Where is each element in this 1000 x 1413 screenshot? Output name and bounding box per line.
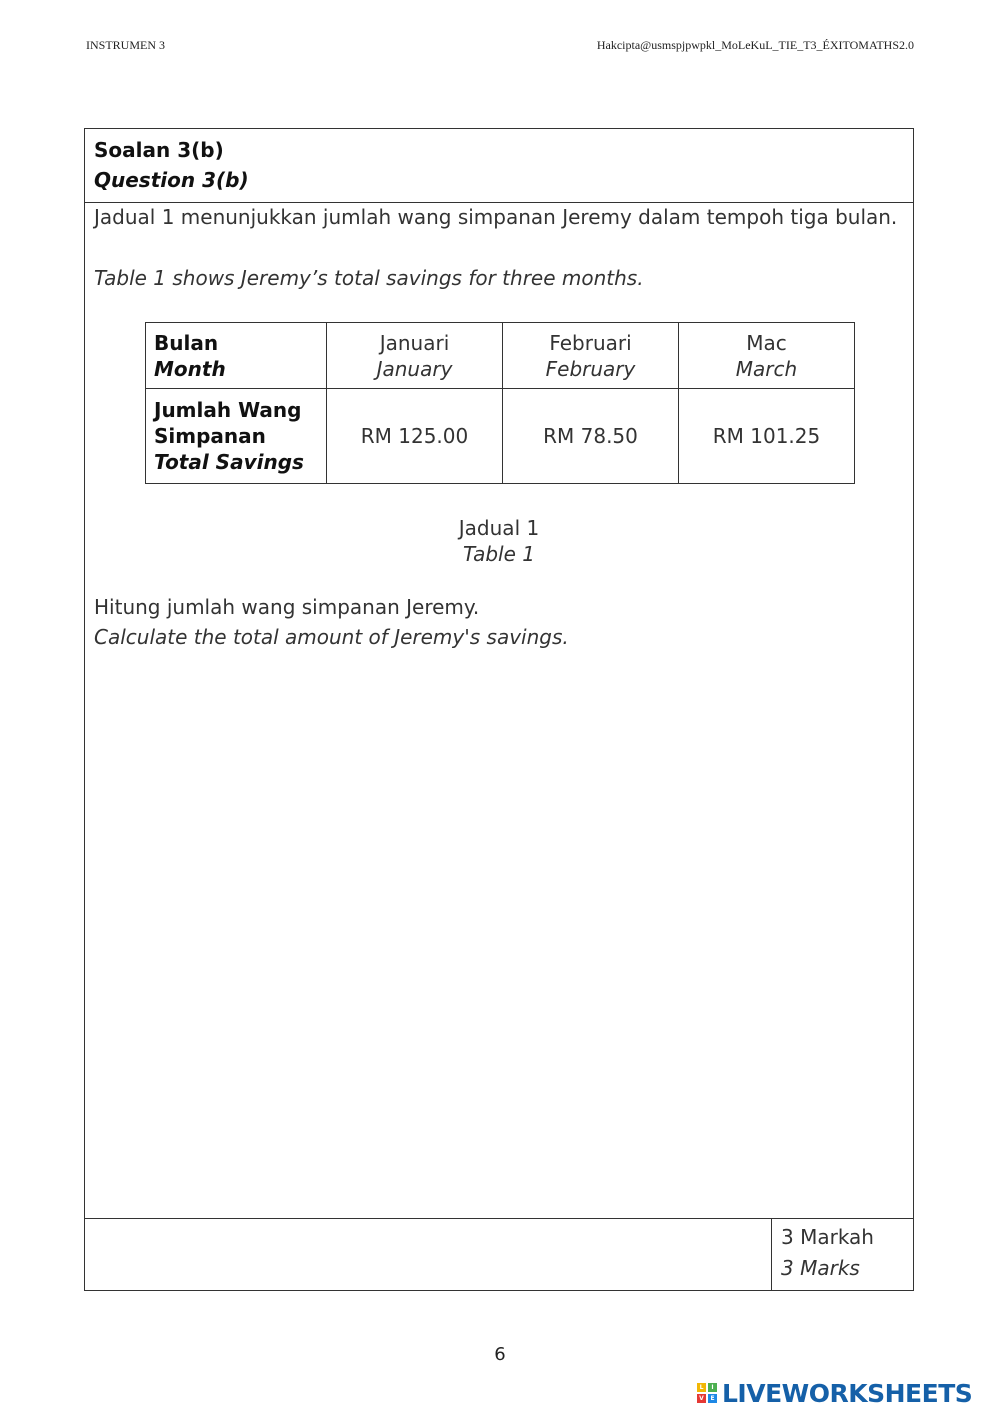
savings-value-march: RM 101.25 [679, 389, 855, 484]
savings-label-en: Total Savings [154, 450, 304, 474]
month-name-en: January [376, 356, 453, 381]
question-label-ms: Soalan 3(b) [94, 138, 224, 162]
month-name-en: February [545, 356, 636, 381]
logo-square-l: L [697, 1383, 706, 1392]
task-text-ms: Hitung jumlah wang simpanan Jeremy. [94, 595, 480, 619]
month-name-ms: Februari [549, 330, 632, 355]
answer-footer [85, 1218, 913, 1291]
month-cell-january [327, 323, 503, 389]
savings-header-cell [146, 389, 327, 484]
task-text-en: Calculate the total amount of Jeremy's savings. [94, 625, 569, 649]
savings-value-january: RM 125.00 [327, 389, 503, 484]
month-name-ms: Januari [379, 330, 450, 355]
month-header-cell [146, 323, 327, 389]
marks-en: 3 Marks [781, 1256, 860, 1280]
question-heading [85, 129, 913, 203]
month-name-ms: Mac [746, 330, 787, 355]
logo-square-e: E [708, 1394, 717, 1403]
table-row [146, 389, 855, 484]
savings-value-february: RM 78.50 [503, 389, 679, 484]
table-caption-en: Table 1 [462, 542, 535, 566]
marks-box [771, 1219, 914, 1291]
running-header-right: Hakcipta@usmspjpwpkl_MoLeKuL_TIE_T3_ÉXITOMATHS2.0 [596, 38, 914, 52]
month-cell-march [679, 323, 855, 389]
savings-label-ms-line1: Jumlah Wang [154, 398, 302, 422]
month-name-en: March [735, 356, 798, 381]
savings-table [145, 322, 855, 484]
month-header-en: Month [154, 356, 226, 381]
month-cell-february [503, 323, 679, 389]
table-caption-ms: Jadual 1 [458, 516, 540, 540]
table-row [146, 323, 855, 389]
intro-text-en: Table 1 shows Jeremy’s total savings for three months. [94, 266, 644, 290]
intro-text-ms: Jadual 1 menunjukkan jumlah wang simpanan Jeremy dalam tempoh tiga bulan. [94, 205, 898, 229]
month-header-ms: Bulan [154, 330, 219, 355]
liveworksheets-logo-icon [697, 1383, 717, 1403]
running-header-left: INSTRUMEN 3 [86, 38, 166, 52]
page-number: 6 [494, 1344, 506, 1365]
savings-label-ms-line2: Simpanan [154, 424, 266, 448]
liveworksheets-logo-text: LIVEWORKSHEETS [722, 1378, 973, 1408]
marks-ms: 3 Markah [781, 1225, 874, 1249]
logo-square-v: V [697, 1394, 706, 1403]
question-label-en: Question 3(b) [94, 168, 249, 192]
logo-square-i: I [708, 1383, 717, 1392]
question-frame [84, 128, 914, 1291]
liveworksheets-logo[interactable] [697, 1378, 972, 1408]
